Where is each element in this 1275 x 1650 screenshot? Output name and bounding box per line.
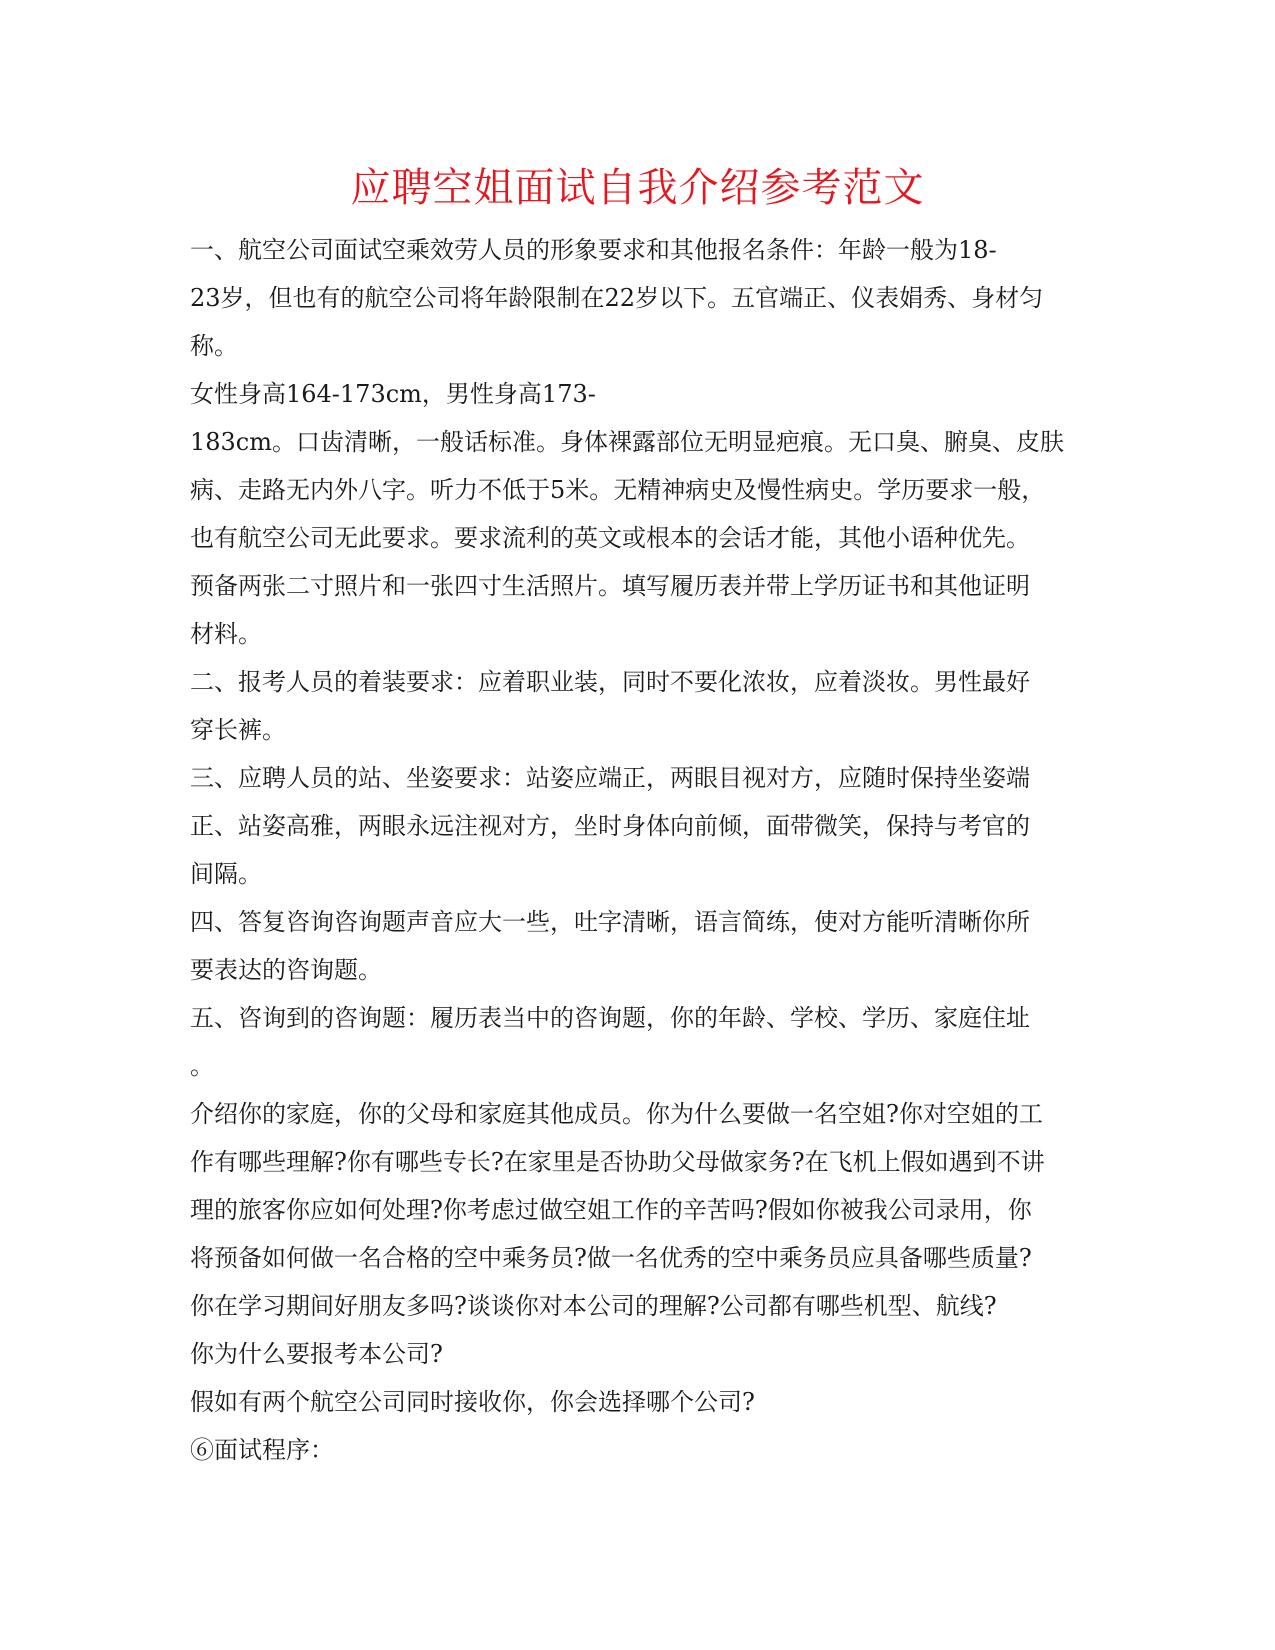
text-line: 五、咨询到的咨询题：履历表当中的咨询题，你的年龄、学校、学历、家庭住址: [190, 1004, 1030, 1032]
text-line: 理的旅客你应如何处理?你考虑过做空姐工作的辛苦吗?假如你被我公司录用，你: [190, 1196, 1032, 1224]
text-line: 材料。: [190, 620, 262, 648]
text-line: 四、答复咨询咨询题声音应大一些，吐字清晰，语言简练，使对方能听清晰你所: [190, 908, 1030, 936]
text-line: 三、应聘人员的站、坐姿要求：站姿应端正，两眼目视对方，应随时保持坐姿端: [190, 764, 1030, 792]
text-line: 二、报考人员的着装要求：应着职业装，同时不要化浓妆，应着淡妆。男性最好: [190, 668, 1030, 696]
document-title: 应聘空姐面试自我介绍参考范文: [350, 165, 925, 211]
text-line: ⑥面试程序：: [190, 1436, 334, 1464]
text-line: 将预备如何做一名合格的空中乘务员?做一名优秀的空中乘务员应具备哪些质量?: [190, 1244, 1032, 1272]
text-line: 穿长裤。: [190, 716, 286, 744]
text-line: 183cm。口齿清晰，一般话标准。身体裸露部位无明显疤痕。无口臭、腑臭、皮肤: [190, 428, 1065, 456]
text-line: 预备两张二寸照片和一张四寸生活照片。填写履历表并带上学历证书和其他证明: [190, 572, 1030, 600]
text-line: 病、走路无内外八字。听力不低于5米。无精神病史及慢性病史。学历要求一般，: [190, 476, 1046, 504]
text-line: 介绍你的家庭，你的父母和家庭其他成员。你为什么要做一名空姐?你对空姐的工: [190, 1100, 1043, 1128]
text-line: 间隔。: [190, 860, 262, 888]
text-line: 女性身高164-173cm，男性身高173-: [190, 380, 596, 408]
text-line: 23岁，但也有的航空公司将年龄限制在22岁以下。五官端正、仪表娟秀、身材匀: [190, 284, 1044, 312]
text-line: 你在学习期间好朋友多吗?谈谈你对本公司的理解?公司都有哪些机型、航线?: [190, 1292, 997, 1320]
text-line: 作有哪些理解?你有哪些专长?在家里是否协助父母做家务?在飞机上假如遇到不讲: [190, 1148, 1045, 1176]
text-line: 要表达的咨询题。: [190, 956, 382, 984]
text-line: 一、航空公司面试空乘效劳人员的形象要求和其他报名条件：年龄一般为18-: [190, 236, 997, 264]
text-line: 称。: [190, 332, 238, 360]
text-line: 也有航空公司无此要求。要求流利的英文或根本的会话才能，其他小语种优先。: [190, 524, 1030, 552]
document-body: [190, 226, 1085, 1474]
text-line: 正、站姿高雅，两眼永远注视对方，坐时身体向前倾，面带微笑，保持与考官的: [190, 812, 1030, 840]
text-line: 假如有两个航空公司同时接收你，你会选择哪个公司?: [190, 1388, 755, 1416]
text-line: 你为什么要报考本公司?: [190, 1340, 443, 1368]
text-line: 。: [190, 1052, 214, 1080]
